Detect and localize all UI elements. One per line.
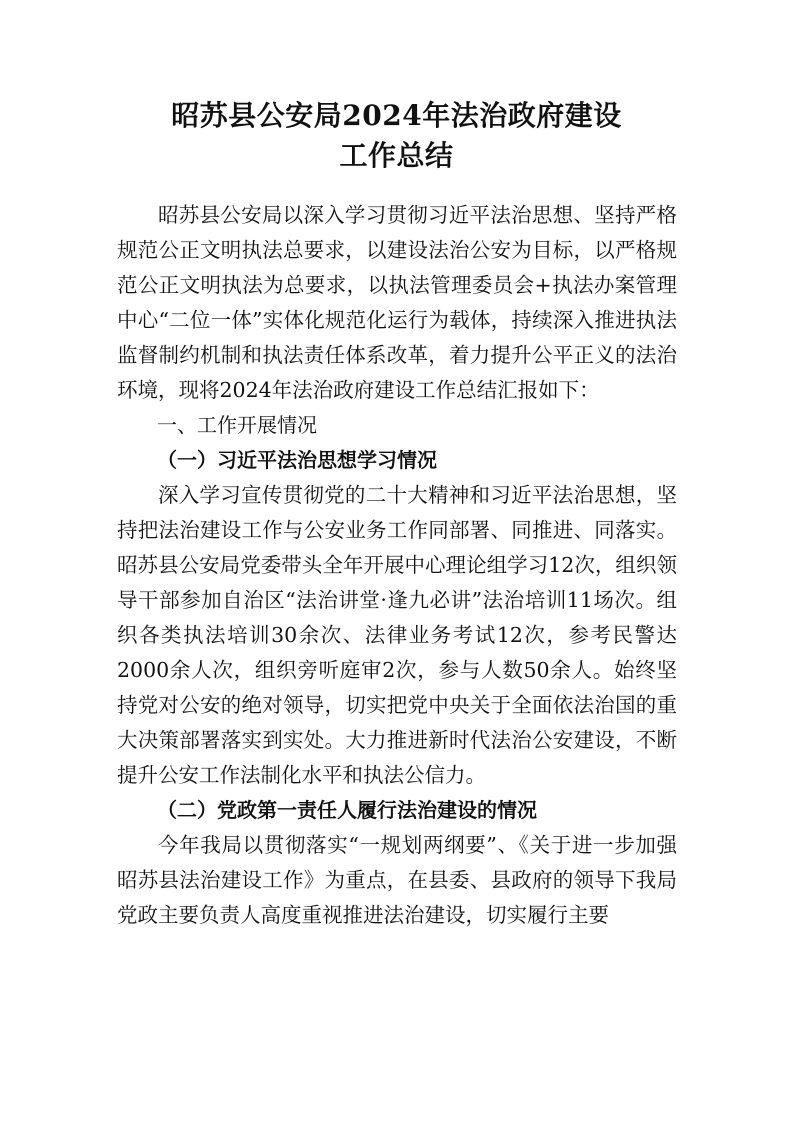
title-line-1: 昭苏县公安局2024年法治政府建设 — [171, 99, 622, 132]
document-body — [117, 198, 677, 933]
title-line-2: 工作总结 — [339, 139, 454, 172]
document-title — [0, 96, 793, 176]
subsection-heading-1: （一）习近平法治思想学习情况 — [157, 448, 437, 472]
intro-paragraph: 昭苏县公安局以深入学习贯彻习近平法治思想、坚持严格规范公正文明执法总要求，以建设法治公安为目标，以严格规范公正文明执法为总要求，以执法管理委员会+执法办案管理中心“二位一体”实体化规范化运行为载体，持续深入推进执法监督制约机制和执法责任体系改革，着力提升公平正义的法治环境，现将2024年法治政府建设工作总结汇报如下： — [117, 203, 677, 402]
subsection-paragraph-2: 今年我局以贯彻落实“一规划两纲要”、《关于进一步加强昭苏县法治建设工作》为重点，在县委、县政府的领导下我局党政主要负责人高度重视推进法治建设，切实履行主要 — [117, 833, 677, 927]
subsection-paragraph-1: 深入学习宣传贯彻党的二十大精神和习近平法治思想，坚持把法治建设工作与公安业务工作同部署、同推进、同落实。昭苏县公安局党委带头全年开展中心理论组学习12次，组织领导干部参加自治区“法治讲堂·逢九必讲”法治培训11场次。组织各类执法培训30余次、法律业务考试12次，参考民警达2000余人次，组织旁听庭审2次，参与人数50余人。始终坚持党对公安的绝对领导，切实把党中央关于全面依法治国的重大决策部署落实到实处。大力推进新时代法治公安建设，不断提升公安工作法制化水平和执法公信力。 — [117, 483, 677, 787]
subsection-heading-2: （二）党政第一责任人履行法治建设的情况 — [157, 798, 537, 822]
section-heading-1: 一、工作开展情况 — [157, 413, 317, 437]
